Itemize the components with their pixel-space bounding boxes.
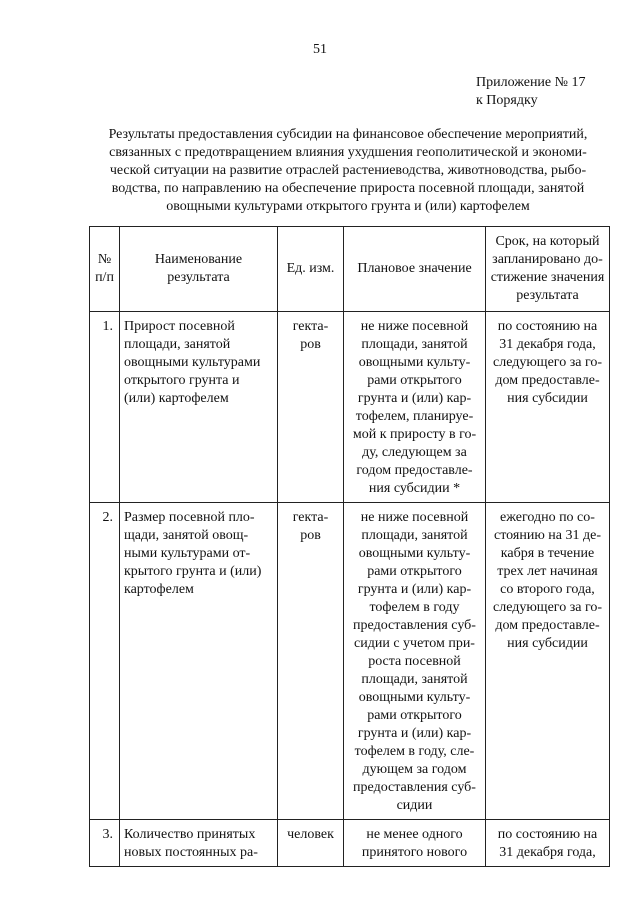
cell-plan <box>344 312 486 503</box>
table-row <box>90 820 610 867</box>
cell-line: предоставления суб- <box>353 780 476 795</box>
cell-name <box>120 820 278 867</box>
cell-line: не ниже посевной <box>360 319 469 334</box>
cell-line: Прирост посевной <box>124 319 235 334</box>
cell-line: рами открытого <box>367 564 462 579</box>
cell-term <box>486 312 610 503</box>
header-text: стижение значения <box>490 270 605 285</box>
cell-line: гекта- <box>292 510 329 525</box>
cell-line: тофелем в году, сле- <box>354 744 475 759</box>
results-table <box>89 226 610 867</box>
results-table-wrapper <box>89 226 609 867</box>
cell-plan <box>344 503 486 820</box>
table-row <box>90 312 610 503</box>
cell-name <box>120 503 278 820</box>
cell-line: не менее одного <box>366 827 463 842</box>
cell-num: 1. <box>90 312 120 503</box>
title-line: ческой ситуации на развитие отраслей растениеводства, животноводства, рыбо- <box>109 163 587 178</box>
cell-line: новых постоянных ра- <box>124 845 258 860</box>
cell-line: со второго года, <box>500 582 595 597</box>
cell-line: роста посевной <box>368 654 461 669</box>
cell-line: (или) картофелем <box>124 391 229 406</box>
cell-line: рами открытого <box>367 373 462 388</box>
cell-line: картофелем <box>124 582 194 597</box>
cell-line: рами открытого <box>367 708 462 723</box>
cell-line: гекта- <box>292 319 329 334</box>
header-text: результата <box>516 288 579 303</box>
cell-line: кабря в течение <box>500 546 595 561</box>
title-line: овощными культурами открытого грунта и (или) картофелем <box>166 199 530 214</box>
header-num <box>90 227 120 312</box>
cell-line: ния субсидии * <box>368 481 461 496</box>
cell-line: мой к приросту в го- <box>352 427 477 442</box>
header-text: запланировано до- <box>492 252 603 267</box>
cell-line: Количество принятых <box>124 827 256 842</box>
cell-line: грунта и (или) кар- <box>357 726 472 741</box>
header-text: Срок, на который <box>495 234 600 249</box>
cell-line: следующего за го- <box>493 600 602 615</box>
cell-line: ду, следующем за <box>362 445 467 460</box>
cell-line: по состоянию на <box>497 827 598 842</box>
page-number: 51 <box>313 42 327 57</box>
cell-line: ния субсидии <box>507 391 588 406</box>
header-text: Наименование <box>154 252 243 267</box>
header-text: Ед. изм. <box>286 261 335 276</box>
cell-line: Размер посевной пло- <box>124 510 255 525</box>
cell-line: годом предоставле- <box>356 463 473 478</box>
cell-line: трех лет начиная <box>497 564 598 579</box>
cell-line: принятого нового <box>361 845 468 860</box>
cell-line: сидии с учетом при- <box>354 636 475 651</box>
cell-line: следующего за го- <box>493 355 602 370</box>
cell-unit <box>278 312 344 503</box>
cell-line: крытого грунта и (или) <box>124 564 262 579</box>
header-text: № <box>97 252 112 267</box>
table-row <box>90 503 610 820</box>
cell-line: ными культурами от- <box>124 546 251 561</box>
cell-line: площади, занятой <box>124 337 231 352</box>
cell-unit <box>278 503 344 820</box>
cell-line: предоставления суб- <box>353 618 476 633</box>
appendix-line: к Порядку <box>476 93 538 108</box>
cell-line: овощными культу- <box>358 690 471 705</box>
cell-line: площади, занятой <box>361 528 468 543</box>
document-title <box>88 126 608 216</box>
cell-plan <box>344 820 486 867</box>
cell-line: дующем за годом <box>362 762 467 777</box>
cell-line: дом предоставле- <box>495 373 600 388</box>
cell-line: ежегодно по со- <box>500 510 595 525</box>
cell-num: 2. <box>90 503 120 820</box>
cell-line: тофелем в году <box>369 600 460 615</box>
cell-line: площади, занятой <box>361 672 468 687</box>
cell-line: стоянию на 31 де- <box>494 528 601 543</box>
cell-name <box>120 312 278 503</box>
appendix-line: Приложение № 17 <box>476 75 586 90</box>
cell-line: не ниже посевной <box>360 510 469 525</box>
table-header-row <box>90 227 610 312</box>
cell-term <box>486 820 610 867</box>
title-line: связанных с предотвращением влияния ухудшения геополитической и экономи- <box>109 145 587 160</box>
header-text: результата <box>167 270 230 285</box>
cell-line: овощными культу- <box>358 355 471 370</box>
header-term <box>486 227 610 312</box>
cell-line: 31 декабря года, <box>499 337 596 352</box>
header-unit <box>278 227 344 312</box>
cell-line: сидии <box>396 798 433 813</box>
cell-line: человек <box>287 827 334 842</box>
cell-line: грунта и (или) кар- <box>357 391 472 406</box>
title-line: Результаты предоставления субсидии на финансовое обеспечение мероприятий, <box>108 127 588 142</box>
header-text: Плановое значение <box>357 261 472 276</box>
header-plan <box>344 227 486 312</box>
title-line: водства, по направлению на обеспечение прироста посевной площади, занятой <box>111 181 585 196</box>
cell-line: ров <box>300 528 321 543</box>
cell-line: ния субсидии <box>507 636 588 651</box>
cell-term <box>486 503 610 820</box>
cell-line: тофелем, планируе- <box>355 409 474 424</box>
cell-line: по состоянию на <box>497 319 598 334</box>
appendix-reference <box>476 74 586 110</box>
cell-unit <box>278 820 344 867</box>
cell-line: грунта и (или) кар- <box>357 582 472 597</box>
cell-line: площади, занятой <box>361 337 468 352</box>
cell-line: открытого грунта и <box>124 373 240 388</box>
header-text: п/п <box>95 270 114 285</box>
header-name <box>120 227 278 312</box>
cell-line: ров <box>300 337 321 352</box>
cell-line: овощными культу- <box>358 546 471 561</box>
cell-line: 31 декабря года, <box>499 845 596 860</box>
cell-line: щади, занятой овощ- <box>124 528 249 543</box>
cell-line: овощными культурами <box>124 355 261 370</box>
cell-line: дом предоставле- <box>495 618 600 633</box>
cell-num: 3. <box>90 820 120 867</box>
